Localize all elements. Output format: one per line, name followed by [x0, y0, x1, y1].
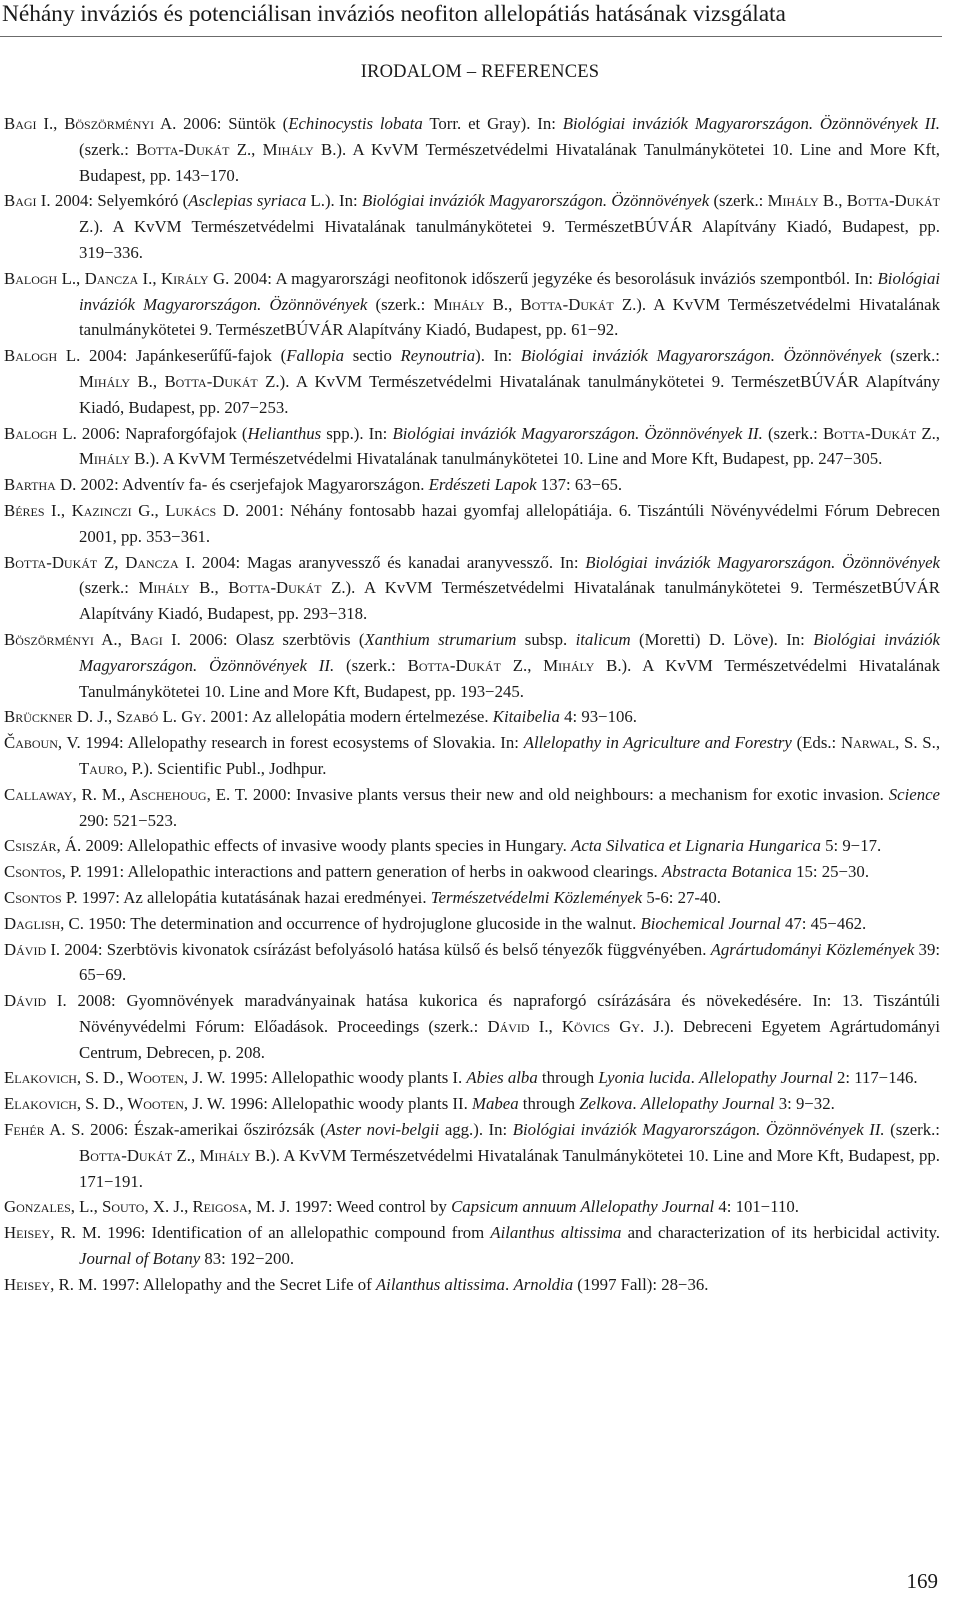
reference-text: 2002: Adventív fa- és cserjefajok Magyarországon. [76, 475, 429, 495]
reference-author-names: Botta-Dukát Z., Mihály B. [79, 1145, 271, 1165]
reference-italic-text: Ailanthus altissima [375, 1274, 506, 1294]
reference-text: (1997 Fall): 28−36. [573, 1274, 709, 1294]
reference-text: ). In: [475, 346, 521, 366]
reference-author-names: Botta-Dukát Z, Dancza I. [4, 552, 196, 572]
reference-italic-text: Kitaibelia [492, 707, 560, 727]
reference-text: 2009: Allelopathic effects of invasive woody plants species in Hungary. [81, 836, 572, 856]
reference-entry [4, 782, 940, 834]
reference-italic-text: Capsicum annuum Allelopathy Journal [451, 1197, 715, 1217]
reference-text: (szerk.: [762, 423, 823, 443]
reference-author-names: Dávid I. [4, 991, 67, 1011]
reference-text: . [632, 1094, 641, 1114]
reference-author-names: Mihály B., Botta-Dukát Z. [79, 191, 941, 237]
running-header-title: Néhány inváziós és potenciálisan inváziós neofiton allelopátiás hatásának vizsgálata [2, 1, 786, 27]
reference-author-names: Gonzales, L., Souto, X. J., Reigosa, M. J. [4, 1197, 291, 1217]
reference-author-names: Böszörményi A., Bagi I. [4, 629, 181, 649]
reference-text: 2006: Süntök ( [176, 114, 289, 133]
reference-italic-text: Abies alba [466, 1068, 538, 1088]
reference-text: (szerk.: [709, 191, 768, 211]
reference-entry [4, 343, 940, 420]
reference-author-names: Daglish, C. [4, 913, 84, 933]
reference-italic-text: Biochemical Journal [640, 913, 781, 933]
reference-entry [4, 266, 940, 343]
reference-author-names: Botta-Dukát Z., Mihály B. [407, 655, 622, 675]
section-title: IRODALOM – REFERENCES [360, 62, 600, 82]
reference-author-names: Csontos, P. [4, 862, 82, 882]
reference-author-names: Dávid I., Kövics Gy. J. [487, 1016, 665, 1036]
reference-text: 47: 45−462. [780, 913, 867, 933]
reference-text: 290: 521−523. [79, 810, 178, 830]
reference-text: . [505, 1274, 514, 1294]
reference-text: 1995: Allelopathic woody plants I. [225, 1068, 467, 1088]
reference-text: 2: 117−146. [832, 1068, 918, 1088]
reference-text: 2008: Gyomnövények maradványainak hatása kukorica és napraforgó csírázására és növekedésére. In: 13. Tiszántúli Növényvédelmi Fórum: Előadások. Proceedings (szerk.: [66, 991, 941, 1036]
reference-entry [4, 421, 940, 473]
reference-italic-text: Xanthium strumarium [364, 629, 517, 649]
header-divider [0, 36, 942, 37]
reference-author-names: Csontos P. [4, 887, 78, 907]
reference-text: 2004: A magyarországi neofitonok időszerű jegyzéke és besorolásuk inváziós szempontból. In: [229, 268, 878, 288]
reference-italic-text: Ailanthus altissima [490, 1223, 622, 1243]
reference-text: ). A KvVM Természetvédelmi Hivatalának Tanulmánykötetei 10. Line and More Kft, Budapest, pp. 193−245. [79, 655, 940, 701]
reference-text: 2004: Selyemkóró ( [50, 191, 189, 211]
reference-text: 4: 101−110. [714, 1197, 799, 1217]
reference-italic-text: Aster novi-belgii [325, 1120, 440, 1140]
reference-italic-text: Agrártudományi Közlemények [710, 939, 915, 959]
reference-italic-text: Lyonia lucida [598, 1068, 691, 1088]
reference-entry [4, 1091, 940, 1117]
reference-author-names: Balogh L. [4, 423, 77, 443]
reference-author-names: Bagi I., Böszörményi A. [4, 114, 177, 133]
reference-italic-text: Reynoutria [400, 346, 476, 366]
reference-author-names: Elakovich, S. D., Wooten, J. W. [4, 1068, 226, 1088]
reference-text: 83: 192−200. [200, 1249, 295, 1269]
reference-text: (szerk.: [367, 294, 434, 314]
reference-author-names: Mihály B., Botta-Dukát Z. [433, 294, 637, 314]
reference-entry [4, 704, 940, 730]
reference-text: 5-6: 27-40. [642, 887, 721, 907]
reference-author-names: Callaway, R. M., Aschehoug, E. T. [4, 784, 248, 804]
reference-text: 1997: Allelopathy and the Secret Life of [97, 1274, 376, 1294]
reference-text: 2006: Észak-amerikai őszirózsák ( [84, 1120, 326, 1140]
reference-text: 2004: Magas aranyvessző és kanadai aranyvessző. In: [195, 552, 586, 572]
reference-italic-text: Biológiai inváziók Magyarországon. Özönnövények [79, 268, 940, 314]
reference-text: L.). In: [306, 191, 362, 211]
reference-entry [4, 988, 940, 1065]
reference-entry [4, 1220, 940, 1272]
reference-author-names: Mihály B., Botta-Dukát Z. [138, 578, 346, 598]
reference-italic-text: Fallopia [286, 346, 345, 366]
reference-italic-text: italicum [575, 629, 631, 649]
reference-author-names: Csiszár, Á. [4, 836, 82, 856]
reference-text: through [518, 1094, 580, 1114]
reference-entry [4, 550, 940, 627]
reference-italic-text: Biológiai inváziók Magyarországon. Özönnövények II. [512, 1120, 885, 1140]
reference-italic-text: Biológiai inváziók Magyarországon. Özönnövények II. [562, 114, 940, 133]
reference-text: (szerk.: [884, 1120, 940, 1140]
reference-text: ). A KvVM Természetvédelmi Hivatalának tanulmánykötetei 10. Line and More Kft, Budapest, pp. 247−305. [149, 449, 883, 469]
reference-text: subsp. [516, 629, 576, 649]
reference-text: 2006: Olasz szerbtövis ( [180, 629, 365, 649]
reference-entry [4, 472, 940, 498]
reference-italic-text: Journal of Botany [79, 1249, 201, 1269]
reference-text: 4: 93−106. [559, 707, 637, 727]
reference-text: 39: 65−69. [79, 939, 940, 985]
reference-text: ). A KvVM Természetvédelmi Hivatalának Tanulmánykötetei 10. Line and More Kft, Budapest, pp. 171−191. [79, 1145, 940, 1191]
reference-text: spp.). In: [321, 423, 393, 443]
reference-italic-text: Echinocystis lobata [288, 114, 423, 133]
reference-author-names: Botta-Dukát Z., Mihály B. [136, 139, 337, 159]
reference-author-names: Heisey, R. M. [4, 1223, 102, 1243]
reference-author-names: Balogh L., Dancza I., Király G. [4, 268, 230, 288]
reference-author-names: Bagi I. [4, 191, 51, 211]
reference-entry [4, 911, 940, 937]
reference-author-names: Narwal, S. S., Tauro, P. [79, 733, 941, 778]
reference-text: . [690, 1068, 699, 1088]
reference-text: 1997: Az allelopátia kutatásának hazai eredményei. [77, 887, 431, 907]
reference-entry [4, 859, 940, 885]
running-header [0, 0, 960, 40]
reference-text: (Moretti) D. Löve). In: [630, 629, 814, 649]
reference-italic-text: Allelopathy Journal [640, 1094, 775, 1114]
reference-italic-text: Helianthus [247, 423, 322, 443]
reference-italic-text: Mabea [472, 1094, 519, 1114]
reference-text: 1997: Weed control by [290, 1197, 452, 1217]
reference-text: 2004: Szerbtövis kivonatok csírázást befolyásoló hatása külső és belső tényezők függvényében. [60, 939, 711, 959]
reference-author-names: Brückner D. J., Szabó L. Gy. [4, 707, 207, 727]
reference-italic-text: Biológiai inváziók Magyarországon. Özönnövények [585, 552, 940, 572]
reference-author-names: Heisey, R. M. [4, 1274, 98, 1294]
reference-text: through [537, 1068, 599, 1088]
reference-text: 1996: Identification of an allelopathic compound from [101, 1223, 491, 1243]
reference-italic-text: Erdészeti Lapok [428, 475, 537, 495]
reference-entry [4, 1272, 940, 1298]
reference-text: 2006: Napraforgófajok ( [76, 423, 248, 443]
reference-entry [4, 937, 940, 989]
reference-text: 137: 63−65. [536, 475, 623, 495]
reference-entry [4, 111, 940, 188]
reference-author-names: Bartha D. [4, 475, 77, 495]
reference-entry [4, 1117, 940, 1194]
reference-text: 2001: Az allelopátia modern értelmezése. [206, 707, 493, 727]
reference-text: (Eds.: [791, 733, 841, 753]
reference-text: ). Debreceni Egyetem Agrártudományi Centrum, Debrecen, p. 208. [79, 1016, 940, 1062]
reference-text: ). A KvVM Természetvédelmi Hivatalának Tanulmánykötetei 10. Line and More Kft, Budapest, pp. 143−170. [79, 139, 940, 185]
reference-text: 1991: Allelopathic interactions and pattern generation of herbs in oakwood clearings. [81, 862, 662, 882]
reference-list [4, 111, 940, 1298]
reference-author-names: Mihály B., Botta-Dukát Z. [79, 371, 280, 391]
reference-text: agg.). In: [439, 1120, 513, 1140]
reference-entry [4, 188, 940, 265]
reference-italic-text: Biológiai inváziók Magyarországon. Özönnövények II. [79, 629, 940, 675]
reference-entry [4, 627, 940, 704]
reference-text: 2001: Néhány fontosabb hazai gyomfaj allelopátiája. 6. Tiszántúli Növényvédelmi Fórum Debrecen 2001, pp. 353−361. [79, 500, 941, 546]
reference-text: ). Scientific Publ., Jodhpur. [143, 758, 327, 778]
reference-entry [4, 1065, 940, 1091]
reference-text: Torr. et Gray). In: [422, 114, 563, 133]
reference-text: 2000: Invasive plants versus their new and old neighbours: a mechanism for exotic invasion. [247, 784, 889, 804]
reference-italic-text: Abstracta Botanica [661, 862, 792, 882]
reference-text: 1996: Allelopathic woody plants II. [225, 1094, 472, 1114]
reference-text: 5: 9−17. [820, 836, 882, 856]
reference-italic-text: Acta Silvatica et Lignaria Hungarica [571, 836, 821, 856]
reference-text: and characterization of its herbicidal activity. [621, 1223, 940, 1243]
reference-author-names: Dávid I. [4, 939, 61, 959]
reference-author-names: Balogh L. [4, 346, 81, 366]
reference-text: 1994: Allelopathy research in forest ecosystems of Slovakia. In: [80, 733, 524, 753]
reference-text: (szerk.: [334, 655, 408, 675]
reference-author-names: Botta-Dukát Z., Mihály B. [79, 423, 940, 469]
reference-text: 1950: The determination and occurrence of hydrojuglone glucoside in the walnut. [83, 913, 641, 933]
reference-italic-text: Természetvédelmi Közlemények [430, 887, 643, 907]
reference-author-names: Čaboun, V. [4, 733, 81, 753]
reference-text: sectio [344, 346, 401, 366]
reference-italic-text: Science [888, 784, 940, 804]
reference-italic-text: Allelopathy Journal [698, 1068, 833, 1088]
page-number: 169 [906, 1569, 938, 1593]
reference-italic-text: Arnoldia [513, 1274, 574, 1294]
reference-italic-text: Allelopathy in Agriculture and Forestry [523, 733, 792, 753]
reference-author-names: Béres I., Kazinczi G., Lukács D. [4, 500, 240, 520]
reference-entry [4, 730, 940, 782]
reference-author-names: Elakovich, S. D., Wooten, J. W. [4, 1094, 226, 1114]
reference-italic-text: Biológiai inváziók Magyarországon. Özönnövények [361, 191, 710, 211]
reference-entry [4, 885, 940, 911]
reference-text: 2004: Japánkeserűfű-fajok ( [80, 346, 287, 366]
reference-entry [4, 498, 940, 550]
reference-entry [4, 833, 940, 859]
reference-text: 15: 25−30. [791, 862, 870, 882]
reference-text: (szerk.: [79, 578, 139, 598]
reference-italic-text: Asclepias syriaca [188, 191, 307, 211]
reference-text: (szerk.: [79, 139, 137, 159]
reference-italic-text: Biológiai inváziók Magyarországon. Özönnövények II. [392, 423, 763, 443]
reference-text: (szerk.: [881, 346, 940, 366]
reference-text: 3: 9−32. [774, 1094, 835, 1114]
reference-text: ). A KvVM Természetvédelmi Hivatalának tanulmánykötetei 9. TermészetBÚVÁR Alapítvány Kiadó, Budapest, pp. 207−253. [79, 371, 940, 417]
reference-italic-text: Zelkova [579, 1094, 633, 1114]
reference-text: ). A KvVM Természetvédelmi Hivatalának tanulmánykötetei 9. TermészetBÚVÁR Alapítvány Kiadó, Budapest, pp. 61−92. [79, 294, 941, 340]
reference-author-names: Fehér A. S. [4, 1120, 85, 1140]
reference-text: ). A KvVM Természetvédelmi Hivatalának tanulmánykötetei 9. TermészetBÚVÁR Alapítvány Kiadó, Budapest, pp. 293−318. [79, 578, 940, 624]
reference-text: ). A KvVM Természetvédelmi Hivatalának tanulmánykötetei 9. TermészetBÚVÁR Alapítvány Kiadó, Budapest, pp. 319−336. [79, 217, 940, 262]
reference-entry [4, 1194, 940, 1220]
reference-italic-text: Biológiai inváziók Magyarországon. Özönnövények [520, 346, 882, 366]
